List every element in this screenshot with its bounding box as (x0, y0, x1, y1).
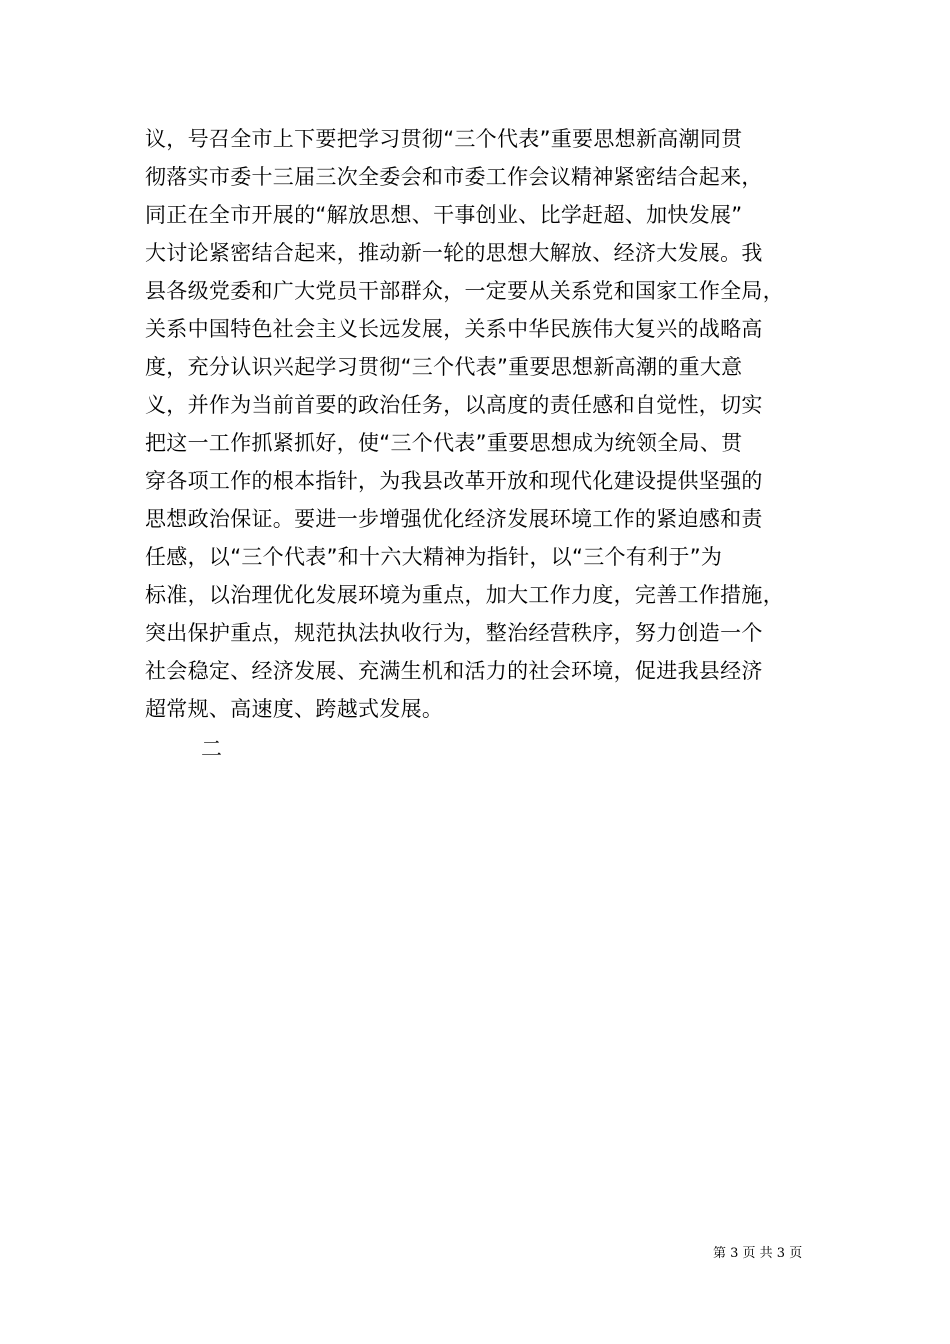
page-number-footer: 第 3 页 共 3 页 (713, 1246, 803, 1261)
text-line: 思想政治保证。要进一步增强优化经济发展环境工作的紧迫感和责 (145, 507, 763, 531)
text-line: 超常规、高速度、跨越式发展。 (145, 697, 444, 721)
text-line: 县各级党委和广大党员干部群众，一定要从关系党和国家工作全局， (145, 279, 784, 303)
text-line: 关系中国特色社会主义长远发展，关系中华民族伟大复兴的战略高 (145, 317, 763, 341)
text-line: 同正在全市开展的“解放思想、干事创业、比学赶超、加快发展” (145, 203, 743, 227)
text-line: 突出保护重点，规范执法执收行为，整治经营秩序，努力创造一个 (145, 621, 763, 645)
text-line: 彻落实市委十三届三次全委会和市委工作会议精神紧密结合起来， (145, 165, 763, 189)
text-line: 社会稳定、经济发展、充满生机和活力的社会环境，促进我县经济 (145, 659, 763, 683)
text-line: 义，并作为当前首要的政治任务，以高度的责任感和自觉性，切实 (145, 393, 763, 417)
text-line: 议，号召全市上下要把学习贯彻“三个代表”重要思想新高潮同贯 (145, 127, 743, 151)
text-line: 穿各项工作的根本指针，为我县改革开放和现代化建设提供坚强的 (145, 469, 763, 493)
text-line: 任感，以“三个代表”和十六大精神为指针，以“三个有利于”为 (145, 545, 723, 569)
text-line: 大讨论紧密结合起来，推动新一轮的思想大解放、经济大发展。我 (145, 241, 763, 265)
text-line: 把这一工作抓紧抓好，使“三个代表”重要思想成为统领全局、贯 (145, 431, 743, 455)
body-text (145, 120, 815, 768)
section-heading: 二 (201, 737, 223, 761)
text-line: 度，充分认识兴起学习贯彻“三个代表”重要思想新高潮的重大意 (145, 355, 743, 379)
text-line: 标准，以治理优化发展环境为重点，加大工作力度，完善工作措施， (145, 583, 784, 607)
